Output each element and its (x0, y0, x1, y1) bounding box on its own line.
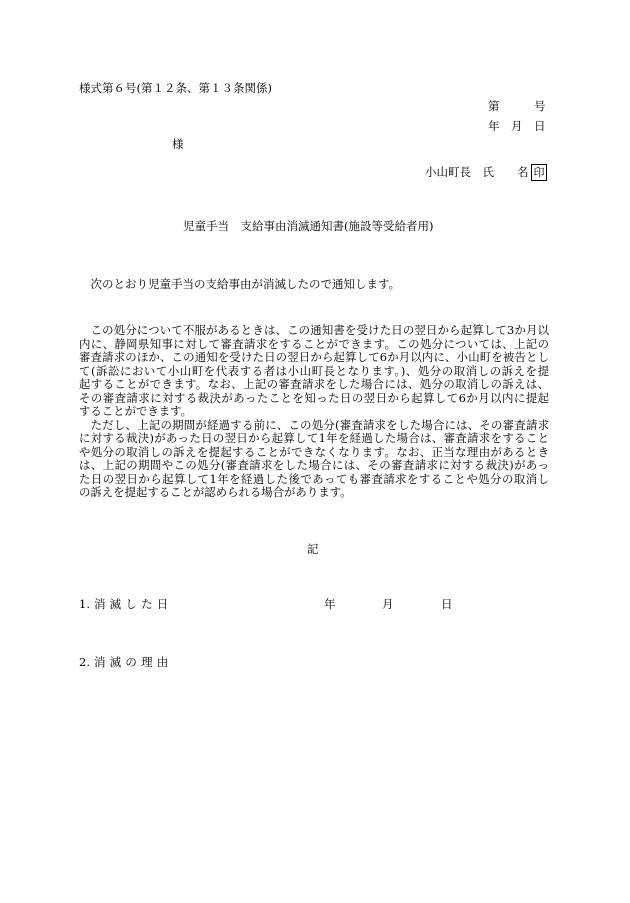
form-number: 様式第６号(第１２条、第１３条関係) (79, 81, 272, 95)
item-label: 消滅の理由 (93, 655, 173, 669)
date-month-unit: 月 (382, 597, 394, 611)
appeal-line: ただし、上記の期間が経過する前に、この処分(審査請求をした場合には、その審査請求 (79, 418, 549, 432)
appeal-line: や処分の取消しの訴えを提起することができなくなります。なお、正当な理由があるとき (79, 445, 549, 459)
item-extinction-date (79, 597, 172, 611)
appeal-line: は、上記の期間やこの処分(審査請求をした場合には、その審査請求に対する裁決)があっ (79, 459, 549, 472)
appeal-line: て(訴訟において小山町を代表する者は小山町長となります。)、処分の取消しの訴えを提 (79, 364, 549, 378)
appeal-line: た日の翌日から起算して1年を経過した後であっても審査請求をすることや処分の取消し (79, 472, 549, 486)
appeal-line: することができます。 (79, 405, 192, 418)
document-number: 第 号 (488, 99, 546, 113)
issue-date: 年 月 日 (488, 119, 546, 133)
appeal-notice (79, 324, 549, 500)
item-number: 2. (79, 655, 90, 669)
appeal-line: の訴えを提起することが認められる場合があります。 (79, 486, 352, 499)
date-year-unit: 年 (324, 597, 336, 611)
seal-mark: 印 (531, 164, 547, 181)
sender-name-field: 小山町長 氏 名 (425, 165, 529, 179)
addressee-honorific: 様 (172, 137, 184, 151)
appeal-line: に対する裁決)があった日の翌日から起算して1年を経過した場合は、審査請求をすること (79, 432, 549, 445)
date-day-unit: 日 (441, 597, 453, 611)
appeal-line: この処分について不服があるときは、この通知書を受けた日の翌日から起算して3か月以 (79, 324, 549, 337)
document-title: 児童手当 支給事由消滅通知書(施設等受給者用) (183, 219, 434, 233)
appeal-line: 起することができます。なお、上記の審査請求をした場合には、処分の取消しの訴えは、 (79, 378, 549, 391)
item-number: 1. (79, 597, 90, 611)
intro-sentence: 次のとおり児童手当の支給事由が消滅したので通知します。 (79, 277, 401, 291)
appeal-line: 内に、静岡県知事に対して審査請求をすることができます。この処分については、上記の (79, 337, 549, 351)
item-label: 消滅した日 (93, 597, 173, 611)
appeal-line: 審査請求のほか、この通知を受けた日の翌日から起算して6か月以内に、小山町を被告とし (79, 351, 549, 364)
record-heading: 記 (307, 542, 319, 556)
item-extinction-reason (79, 655, 172, 669)
appeal-line: その審査請求に対する裁決があったことを知った日の翌日から起算して6か月以内に提起 (79, 391, 549, 405)
